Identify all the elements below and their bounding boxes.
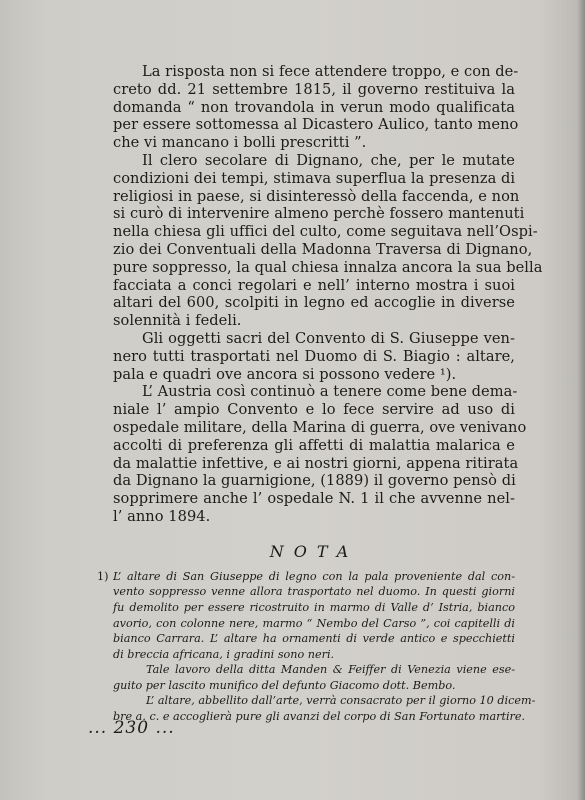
body-line: per essere sottomessa al Dicastero Aulico, tanto meno: [113, 116, 519, 134]
body-line: niale l’ ampio Convento e lo fece servire ad uso di: [113, 401, 515, 419]
footnote-line: Tale lavoro della ditta Manden & Feiffer di Venezia viene ese-: [146, 663, 515, 677]
body-line: zio dei Conventuali della Madonna Traversa di Dignano,: [113, 240, 533, 258]
body-line: religiosi in paese, si disinteressò della faccenda, e non: [113, 187, 520, 205]
body-line: solennità i fedeli.: [113, 312, 242, 330]
page-edge-shadow: [577, 0, 585, 800]
body-text: [113, 63, 543, 526]
body-line: da Dignano la guarnigione, (1889) il governo pensò di: [113, 472, 516, 490]
body-line: Il clero secolare di Dignano, che, per le mutate: [142, 151, 515, 169]
text-block: [97, 63, 543, 725]
body-line: domanda “ non trovandola in verun modo qualificata: [113, 98, 515, 116]
footnote: [97, 569, 536, 725]
body-line: facciata a conci regolari e nell’ interno mostra i suoi: [113, 276, 515, 294]
footnote-line: guito per lascito munifico del defunto Giacomo dott. Bembo.: [113, 678, 456, 692]
body-line: pala e quadri ove ancora si possono vedere ¹).: [113, 365, 457, 383]
body-line: L’ Austria così continuò a tenere come bene dema-: [142, 383, 518, 401]
body-line: accolti di preferenza gli affetti di malattia malarica e: [113, 436, 515, 454]
body-line: l’ anno 1894.: [113, 507, 211, 525]
body-line: pure soppresso, la qual chiesa innalza ancora la sua bella: [113, 258, 543, 276]
footnote-line: bre a. c. e accoglierà pure gli avanzi del corpo di San Fortunato martire.: [113, 710, 526, 724]
body-line: ospedale militare, della Marina di guerra, ove venivano: [113, 418, 527, 436]
body-line: La risposta non si fece attendere troppo, e con de-: [142, 63, 519, 80]
footnote-line: avorio, con colonne nere, marmo “ Nembo del Carso ”, coi capitelli di: [113, 616, 515, 630]
body-line: Gli oggetti sacri del Convento di S. Giuseppe ven-: [142, 329, 515, 347]
footnote-line: vento soppresso venne allora trasportato nel duomo. In questi giorni: [113, 585, 515, 599]
footnote-line: di breccia africana, i gradini sono neri.: [113, 647, 335, 661]
body-line: altari del 600, scolpiti in legno ed accoglie in diverse: [113, 294, 515, 312]
body-line: sopprimere anche l’ ospedale N. 1 il che avvenne nel-: [113, 490, 515, 508]
body-line: nella chiesa gli uffici del culto, come seguitava nell’Ospi-: [113, 223, 538, 241]
body-line: nero tutti trasportati nel Duomo di S. Biagio : altare,: [113, 347, 515, 365]
footnote-line: L’ altare di San Giuseppe di legno con la pala proveniente dal con-: [113, 569, 515, 583]
page-number: ... 230 ...: [88, 718, 175, 738]
footnote-line: L’ altare, abbellito dall’arte, verrà consacrato per il giorno 10 dicem-: [146, 694, 536, 708]
body-line: da malattie infettive, e ai nostri giorni, appena ritirata: [113, 454, 519, 472]
note-heading: NOTA: [269, 541, 359, 561]
body-line: si curò di intervenire almeno perchè fossero mantenuti: [113, 205, 525, 223]
body-line: creto dd. 21 settembre 1815, il governo restituiva la: [113, 80, 515, 98]
footnote-line: bianco Carrara. L’ altare ha ornamenti di verde antico e specchietti: [113, 632, 515, 646]
footnote-line: fu demolito per essere ricostruito in marmo di Valle d’ Istria, bianco: [113, 600, 515, 614]
body-line: condizioni dei tempi, stimava superflua la presenza di: [113, 169, 516, 187]
footnote-number: 1): [97, 569, 109, 583]
body-line: che vi mancano i bolli prescritti ”.: [113, 134, 367, 152]
